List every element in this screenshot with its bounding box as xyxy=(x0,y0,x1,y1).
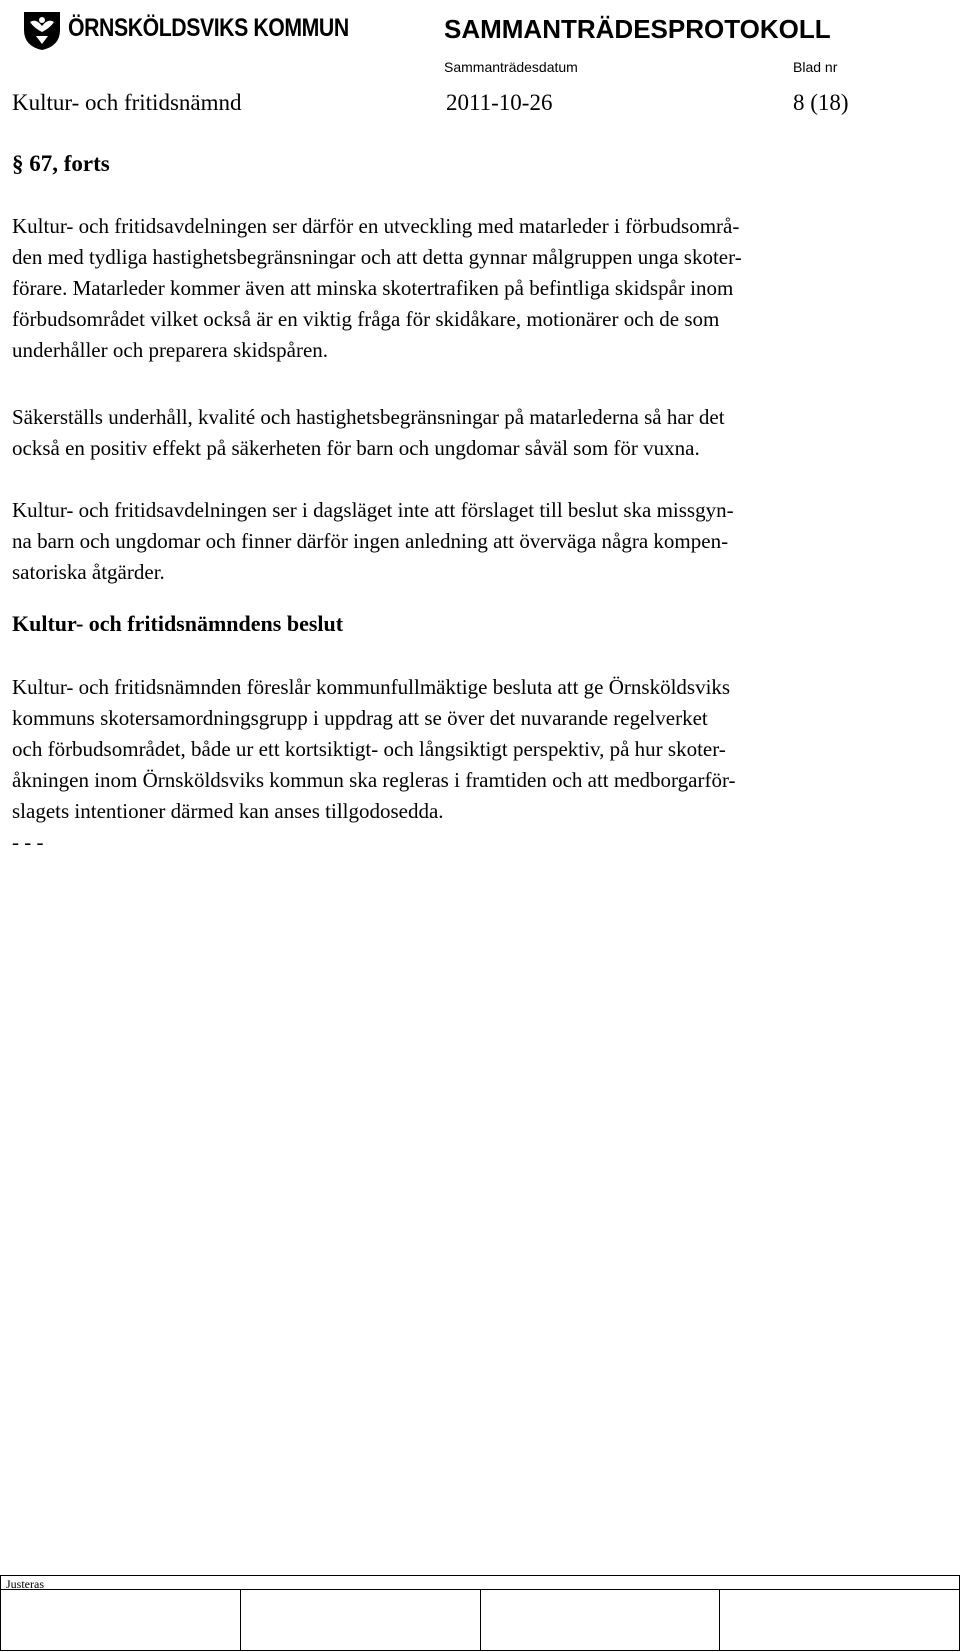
meeting-date: 2011-10-26 xyxy=(446,90,553,115)
paragraph-line: Säkerställs underhåll, kvalité och hastighetsbegränsningar på matarlederna så har det xyxy=(12,405,725,429)
paragraph-1 xyxy=(12,211,942,366)
signature-box-1 xyxy=(1,1590,241,1651)
organization-name: ÖRNSKÖLDSVIKS KOMMUN xyxy=(68,14,349,42)
paragraph-line: Kultur- och fritidsavdelningen ser därför en utveckling med matarleder i förbudsområ- xyxy=(12,214,740,238)
decision-heading: Kultur- och fritidsnämndens beslut xyxy=(12,611,344,636)
signature-box-2 xyxy=(240,1590,480,1651)
document-type-title: SAMMANTRÄDESPROTOKOLL xyxy=(444,14,831,44)
end-marker: - - - xyxy=(12,830,44,854)
page-label: Blad nr xyxy=(793,59,838,75)
committee-name: Kultur- och fritidsnämnd xyxy=(12,90,242,115)
paragraph-line: kommuns skotersamordningsgrupp i uppdrag att se över det nuvarande regelverket xyxy=(12,706,708,730)
paragraph-line: den med tydliga hastighetsbegränsningar och att detta gynnar målgruppen unga skoter- xyxy=(12,245,742,269)
paragraph-line: också en positiv effekt på säkerheten för barn och ungdomar såväl som för vuxna. xyxy=(12,436,700,460)
paragraph-line: Kultur- och fritidsnämnden föreslår kommunfullmäktige besluta att ge Örnsköldsviks xyxy=(12,675,731,699)
paragraph-line: förbudsområdet vilket också är en viktig fråga för skidåkare, motionärer och de som xyxy=(12,307,720,331)
paragraph-line: underhåller och preparera skidspåren. xyxy=(12,338,329,362)
paragraph-4 xyxy=(12,672,942,827)
paragraph-line: förare. Matarleder kommer även att minska skotertrafiken på befintliga skidspår inom xyxy=(12,276,734,300)
paragraph-line: och förbudsområdet, både ur ett kortsiktigt- och långsiktigt perspektiv, på hur skoter- xyxy=(12,737,726,761)
signature-table-header xyxy=(1,1576,960,1590)
paragraph-3 xyxy=(12,495,942,588)
paragraph-line: åkningen inom Örnsköldsviks kommun ska regleras i framtiden och att medborgarför- xyxy=(12,768,736,792)
meeting-date-label: Sammanträdesdatum xyxy=(444,59,578,75)
signature-box-4 xyxy=(720,1590,960,1651)
paragraph-2 xyxy=(12,402,942,464)
section-title: § 67, forts xyxy=(12,151,110,176)
signature-table xyxy=(0,1575,960,1651)
signature-box-3 xyxy=(480,1590,720,1651)
paragraph-line: Kultur- och fritidsavdelningen ser i dagsläget inte att förslaget till beslut ska missgyn- xyxy=(12,498,734,522)
paragraph-line: satoriska åtgärder. xyxy=(12,560,165,584)
paragraph-line: na barn och ungdomar och finner därför ingen anledning att överväga några kompen- xyxy=(12,529,729,553)
paragraph-line: slagets intentioner därmed kan anses tillgodosedda. xyxy=(12,799,444,823)
justeras-label: Justeras xyxy=(6,1577,44,1591)
page-number: 8 (18) xyxy=(793,90,849,115)
municipal-crest-icon xyxy=(20,8,64,52)
